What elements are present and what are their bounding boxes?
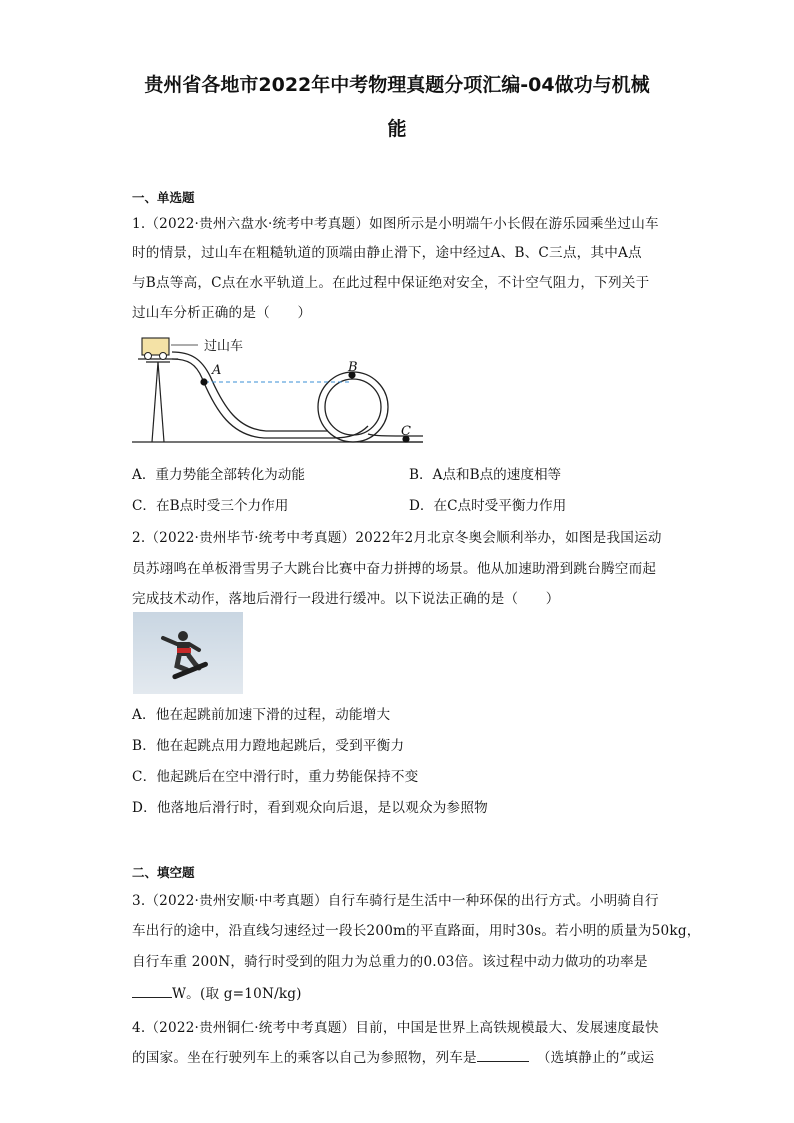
q1-option-c: C．在B点时受三个力作用 — [132, 498, 289, 514]
q4-answer-blank[interactable] — [477, 1049, 529, 1062]
q1-option-a: A．重力势能全部转化为动能 — [132, 467, 305, 483]
q1-line-1: 1.（2022·贵州六盘水·统考中考真题）如图所示是小明端午小长假在游乐园乘坐过山车 — [132, 216, 659, 232]
loop-outer — [318, 372, 388, 442]
point-b-label: B — [348, 360, 358, 375]
q4-line-2-end: （选填静止的”或运 — [536, 1050, 655, 1066]
q3-last-line-text: W。(取 g=10N/kg) — [172, 986, 302, 1002]
q1-option-d: D．在C点时受平衡力作用 — [409, 498, 567, 514]
roller-coaster-cart-icon — [142, 338, 169, 360]
q2-line-2: 员苏翊鸣在单板滑雪男子大跳台比赛中奋力拼搏的场景。他从加速助滑到跳台腾空而起 — [132, 561, 657, 577]
q3-answer-blank[interactable] — [132, 985, 172, 998]
point-c-label: C — [401, 424, 411, 439]
support-tower-icon — [146, 362, 170, 442]
point-a — [200, 378, 207, 385]
q2-option-a: A．他在起跳前加速下滑的过程，动能增大 — [132, 707, 391, 723]
car-label: 过山车 — [204, 339, 244, 354]
q2-line-1: 2.（2022·贵州毕节·统考中考真题）2022年2月北京冬奥会顺利举办，如图是我国运动 — [132, 530, 662, 546]
point-a-label: A — [212, 363, 222, 378]
section-heading-single-choice: 一、单选题 — [132, 190, 195, 205]
q4-line-2 — [132, 1046, 654, 1066]
q2-line-3: 完成技术动作，落地后滑行一段进行缓冲。以下说法正确的是（ ） — [132, 591, 560, 607]
q1-option-b: B．A点和B点的速度相等 — [409, 467, 562, 483]
loop-inner — [325, 379, 381, 435]
section-heading-fill-blank: 二、填空题 — [132, 865, 195, 880]
q3-line-1: 3.（2022·贵州安顺·中考真题）自行车骑行是生活中一种环保的出行方式。小明骑自行 — [132, 893, 659, 909]
track-inner-rail — [172, 352, 328, 431]
q2-option-b: B．他在起跳点用力蹬地起跳后，受到平衡力 — [132, 738, 405, 754]
roller-coaster-figure — [128, 330, 428, 455]
q3-line-4 — [132, 982, 302, 1002]
snowboarder-photo — [133, 612, 243, 694]
track-outer-rail — [172, 359, 368, 438]
q2-option-c: C．他起跳后在空中滑行时，重力势能保持不变 — [132, 769, 419, 785]
q4-line-2-start: 的国家。坐在行驶列车上的乘客以自己为参照物，列车是 — [132, 1050, 477, 1066]
q3-line-2: 车出行的途中，沿直线匀速经过一段长200m的平直路面，用时30s。若小明的质量为50kg， — [132, 923, 701, 939]
q1-line-2: 时的情景，过山车在粗糙轨道的顶端由静止滑下，途中经过A、B、C三点，其中A点 — [132, 245, 642, 261]
q1-line-4: 过山车分析正确的是（ ） — [132, 305, 312, 321]
q2-option-d: D．他落地后滑行时，看到观众向后退，是以观众为参照物 — [132, 800, 488, 816]
document-title-line1: 贵州省各地市2022年中考物理真题分项汇编-04做功与机械 — [144, 74, 650, 96]
document-title-line2: 能 — [387, 118, 407, 140]
q3-line-3: 自行车重 200N，骑行时受到的阻力为总重力的0.03倍。该过程中动力做功的功率是 — [132, 954, 648, 970]
q1-line-3: 与B点等高，C点在水平轨道上。在此过程中保证绝对安全，不计空气阻力，下列关于 — [132, 275, 650, 291]
q4-line-1: 4.（2022·贵州铜仁·统考中考真题）目前，中国是世界上高铁规模最大、发展速度最快 — [132, 1020, 659, 1036]
